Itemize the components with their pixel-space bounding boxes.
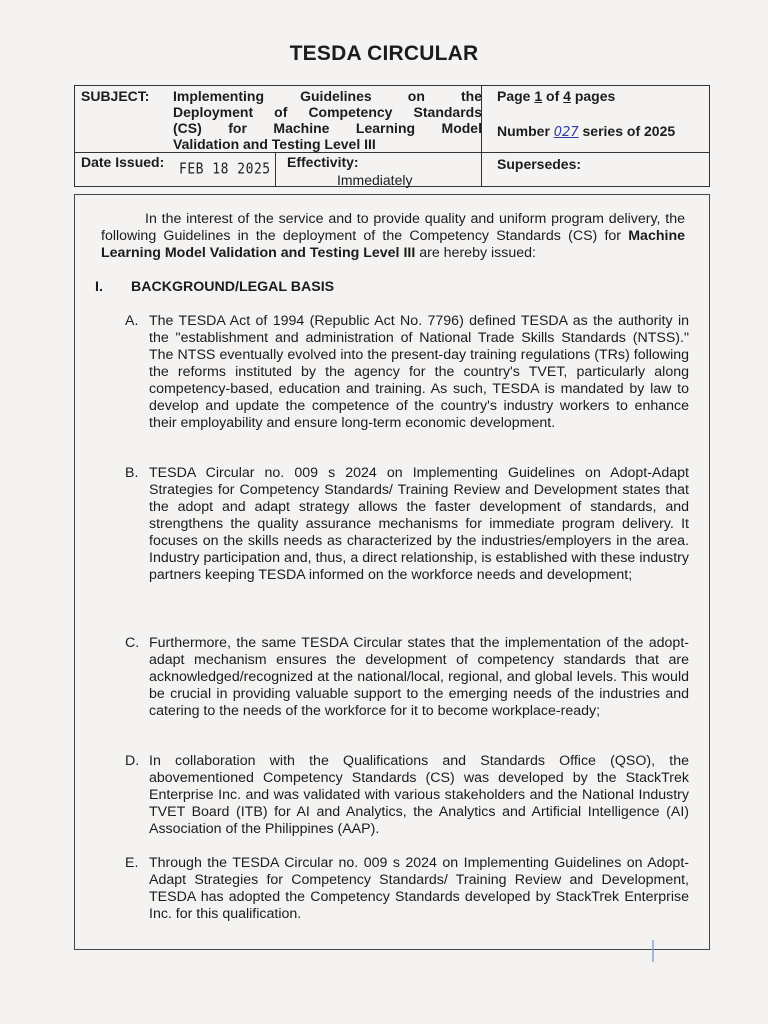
page-total: 4: [563, 88, 571, 104]
subject-line: Implementing Guidelines on the: [173, 88, 482, 104]
row-divider: [75, 152, 709, 153]
date-issued-stamp: FEB 18 2025: [179, 160, 271, 179]
page-suffix: pages: [570, 88, 616, 104]
list-item: [125, 313, 689, 432]
number-series: series of 2025: [578, 123, 676, 139]
intro-text: In the interest of the service and to provide quality and uniform program delivery, the following Guidelines in the deployment of the Competency Standards (CS) for: [101, 211, 685, 244]
subject-text: [173, 88, 482, 152]
qualification-title: Machine Learning Model Validation and Testing Level III: [101, 228, 685, 261]
item-letter: E.: [125, 855, 139, 871]
item-text: The TESDA Act of 1994 (Republic Act No. 7796) defined TESDA as the authority in the "establishment and administration of National Trade Skills Standards (NTSS)." The NTSS eventually evolved into the present-day training regulations (TRs) following the reforms instituted by the agency for the country's TVET, particularly along competency-based, education and training. As such, TESDA is mandated by law to develop and update the competence of the country's industry workers to enhance their employability and ensure long-term economic development.: [149, 313, 689, 431]
effectivity-label: Effectivity:: [287, 154, 359, 170]
section-heading: [95, 279, 334, 295]
list-item: [125, 465, 689, 584]
page-count: [497, 88, 615, 104]
handwritten-number: 027: [553, 125, 579, 140]
item-letter: A.: [125, 313, 139, 329]
pen-mark: [652, 940, 654, 962]
date-issued-label: Date Issued:: [81, 154, 165, 170]
document-title: TESDA CIRCULAR: [289, 42, 479, 65]
page-prefix: Page: [497, 88, 535, 104]
circular-number: [497, 123, 675, 141]
item-letter: C.: [125, 635, 140, 651]
subject-line: (CS) for Machine Learning Model: [173, 120, 482, 136]
section-number: I.: [95, 279, 103, 295]
page-current: 1: [534, 88, 543, 104]
list-item: [125, 635, 689, 720]
effectivity-value: Immediately: [337, 172, 413, 188]
intro-paragraph: [101, 211, 685, 262]
item-text: Through the TESDA Circular no. 009 s 2024 on Implementing Guidelines on Adopt- Adapt Strategies for Competency Standards/ Training Review and Development, TESDA has adopted the Competency Standards developed by StackTrek Enterprise Inc. for this qualification.: [149, 855, 689, 922]
list-item: [125, 855, 689, 923]
supersedes-label: Supersedes:: [497, 156, 582, 172]
column-divider: [275, 152, 276, 186]
item-letter: B.: [125, 465, 139, 481]
subject-line: Deployment of Competency Standards: [173, 104, 482, 120]
intro-text-end: are hereby issued:: [415, 245, 536, 261]
item-letter: D.: [125, 753, 140, 769]
section-title: BACKGROUND/LEGAL BASIS: [131, 279, 335, 295]
list-item: [125, 753, 689, 838]
circular-body: [74, 194, 710, 950]
circular-header-table: [74, 85, 710, 187]
item-text: TESDA Circular no. 009 s 2024 on Implementing Guidelines on Adopt-Adapt Strategies for Competency Standards/ Training Review and Development states that the adopt and adapt strategy allows the faster development of standards, and strengthens the quality assurance mechanisms for immediate program delivery. It focuses on the skills needs as characterized by the industries/employers in the area. Industry participation and, thus, a direct relationship, is established with these industry partners keeping TESDA informed on the workforce needs and development;: [149, 465, 689, 583]
subject-label: SUBJECT:: [81, 88, 150, 104]
item-text: In collaboration with the Qualifications and Standards Office (QSO), the abovementioned Competency Standards (CS) was developed by the StackTrek Enterprise Inc. and was validated with various stakeholders and the National Industry TVET Board (ITB) for AI and Analytics, the Analytics and Artificial Intelligence (AI) Association of the Philippines (AAP).: [149, 753, 689, 837]
subject-line: Validation and Testing Level III: [173, 136, 376, 152]
item-text: Furthermore, the same TESDA Circular states that the implementation of the adopt-adapt mechanism ensures the development of competency standards that are acknowledged/recognized at the national/local, regional, and global levels. This would be crucial in providing valuable support to the emerging needs of the industries and catering to the needs of the workforce for it to become workplace-ready;: [149, 635, 689, 719]
number-label: Number: [497, 123, 554, 139]
page-mid: of: [542, 88, 564, 104]
